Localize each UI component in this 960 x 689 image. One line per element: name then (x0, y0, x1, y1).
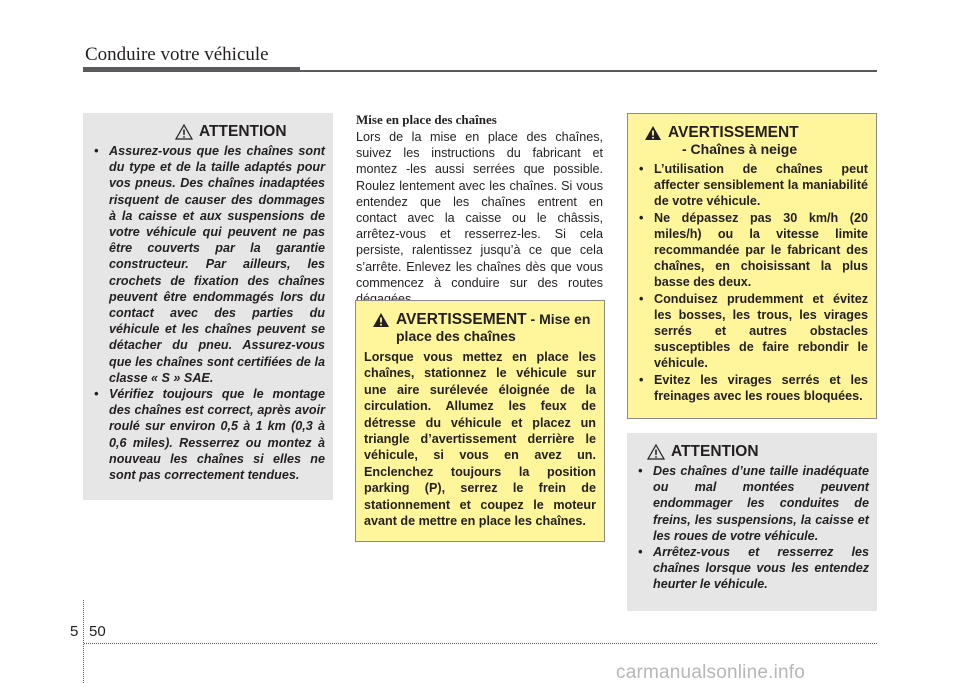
list-item: • Conduisez prudemment et évitez les bosses, les trous, les virages serrés et autres obstacles susceptibles de faire rebondir le véhicule. (636, 291, 868, 372)
page-header-title: Conduire votre véhicule (85, 44, 269, 65)
list-item: • L’utilisation de chaînes peut affecter sensiblement la maniabilité de votre véhicule. (636, 161, 868, 210)
warning-triangle-icon (644, 125, 662, 141)
attention-heading-right: ATTENTION (647, 443, 869, 460)
list-item: • Vérifiez toujours que le montage des chaînes est correct, après avoir roulé sur environ 0,5 à 1 km (0,3 à 0,6 miles). Resserrez ou montez à nouveau les chaînes si elles ne sont pas correctement tendues. (91, 386, 325, 483)
list-item: • Arrêtez-vous et resserrez les chaînes lorsque vous les entendez heurter le véhicule. (635, 544, 869, 593)
footer-divider-horizontal (84, 643, 877, 644)
list-item: • Evitez les virages serrés et les freinages avec les roues bloquées. (636, 372, 868, 404)
list-item: • Ne dépassez pas 30 km/h (20 miles/h) ou la vitesse limite recommandée par le fabricant des chaînes, en choisissant la plus basse des deux. (636, 210, 868, 291)
footer-divider-vertical (83, 600, 84, 683)
page-number: 50 (89, 623, 106, 640)
warning-box-middle (355, 300, 605, 542)
list-item: • Des chaînes d’une taille inadéquate ou mal montées peuvent endommager les conduites de freins, les suspensions, la caisse et les roues de votre véhicule. (635, 463, 869, 544)
section-paragraph: Lors de la mise en place des chaînes, suivez les instructions du fabricant et montez -les aussi serrées que possible. Roulez lentement avec les chaînes. Si vous entendez que les chaînes entrent en contact avec la caisse ou le châssis, arrêtez-vous et resserrez-les. Si cela persiste, ralentissez jusqu’à ce que cela s’arrête. Enlevez les chaînes dès que vous commencez à conduire sur des routes (356, 130, 603, 290)
attention-box-left (83, 113, 333, 500)
attention-box-right (627, 433, 877, 611)
watermark: carmanualsonline.info (616, 662, 806, 683)
warning-heading-right: AVERTISSEMENT - Chaînes à neige (644, 124, 868, 158)
list-item: • Assurez-vous que les chaînes sont du type et de la taille adaptés pour vos pneus. Des chaînes inadaptées risquent de causer des dommages à la caisse et aux suspensions de votre véhicule qui peuvent ne pas être couverts par la garantie constructeur. Par ailleurs, les crochets de fixation des chaînes peuvent être endommagés lors du contact avec des parties du véhicule et les chaînes peuvent se détacher du pneu. Assurez-vous que les chaînes sont certifiées de la classe « S » SAE. (91, 143, 325, 386)
section-title: Mise en place des chaînes (356, 112, 497, 127)
caution-triangle-icon (175, 124, 193, 140)
header-rule-thick (83, 67, 300, 72)
caution-triangle-icon (647, 444, 665, 460)
warning-box-right (627, 113, 877, 419)
attention-heading-left: ATTENTION (175, 123, 325, 140)
header-rule-thin (300, 70, 877, 72)
warning-heading-middle: AVERTISSEMENT - Mise en place des chaînes (372, 311, 596, 345)
warning-text-middle: Lorsque vous mettez en place les chaînes, stationnez le véhicule sur une aire surélevée éloignée de la circulation. Allumez les feux de détresse du véhicule et placez un triangle d’avertissement derrière le véhicule, si vous en avez un. Enclenchez toujours la position parking (P), serrez le frein de stationnement et coupez le moteur avant de mettre en place les chaînes. (364, 350, 596, 529)
chapter-number: 5 (70, 623, 79, 640)
warning-triangle-icon (372, 312, 390, 328)
